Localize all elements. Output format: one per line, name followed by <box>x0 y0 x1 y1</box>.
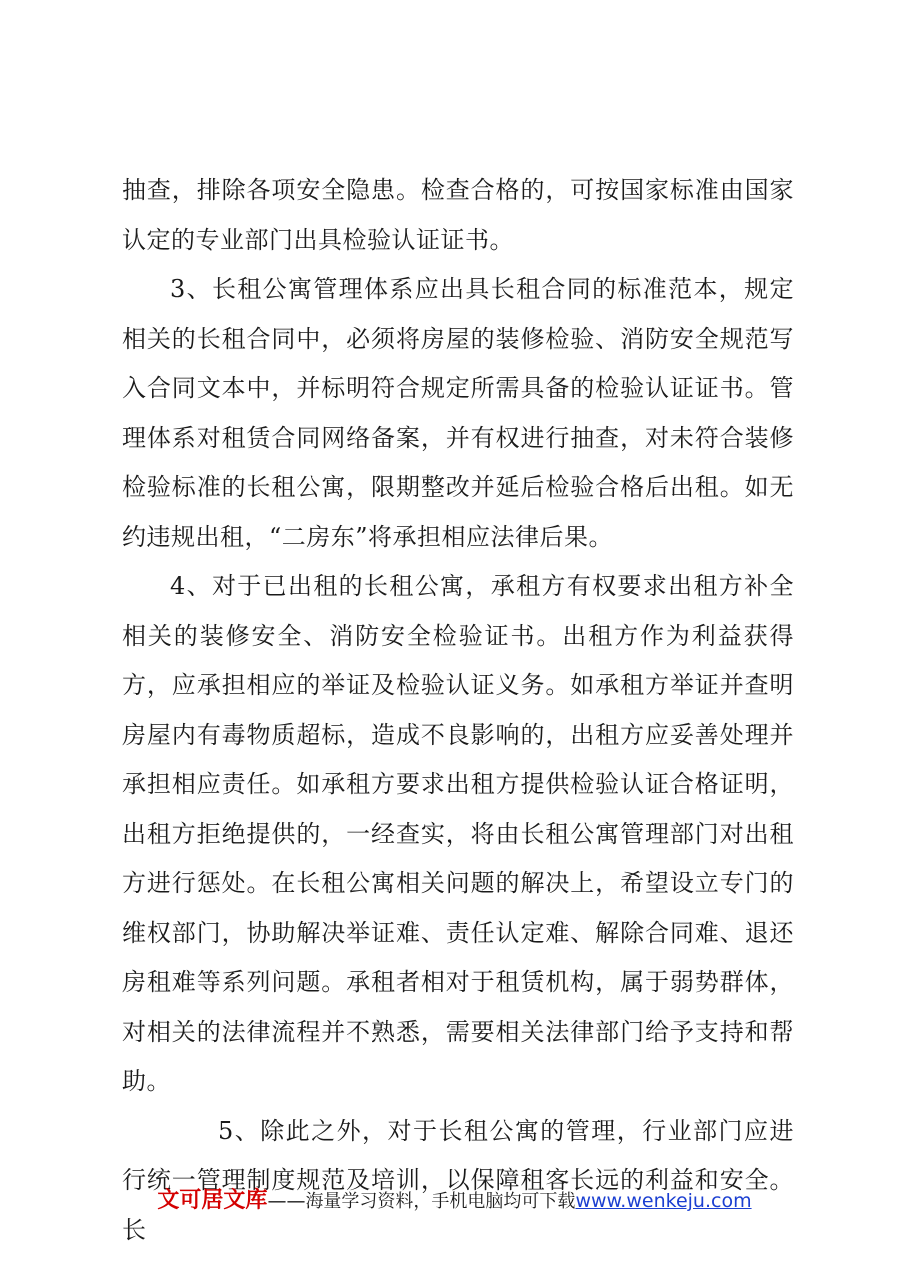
document-body <box>122 166 794 1255</box>
paragraph-continuation: 抽查，排除各项安全隐患。检查合格的，可按国家标准由国家认定的专业部门出具检验认证证书。 <box>122 176 794 254</box>
footer-slogan: 海量学习资料，手机电脑均可下载 <box>305 1191 576 1212</box>
paragraph-item-4: 4、对于已出租的长租公寓，承租方有权要求出租方补全相关的装修安全、消防安全检验证书。出租方作为利益获得方，应承担相应的举证及检验认证义务。如承租方举证并查明房屋内有毒物质超标，造成不良影响的，出租方应妥善处理并承担相应责任。如承租方要求出租方提供检验认证合格证明，出租方拒绝提供的，一经查实，将由长租公寓管理部门对出租方进行惩处。在长租公寓相关问题的解决上，希望设立专门的维权部门，协助解决举证难、责任认定难、解除合同难、退还房租难等系列问题。承租者相对于租赁机构，属于弱势群体，对相关的法律流程并不熟悉，需要相关法律部门给予支持和帮助。 <box>122 572 794 1095</box>
footer-separator: —— <box>267 1190 306 1212</box>
paragraph-item-3: 3、长租公寓管理体系应出具长租合同的标准范本，规定相关的长租合同中，必须将房屋的装修检验、消防安全规范写入合同文本中，并标明符合规定所需具备的检验认证证书。管理体系对租赁合同网络备案，并有权进行抽查，对未符合装修检验标准的长租公寓，限期整改并延后检验合格后出租。如无约违规出租，“二房东”将承担相应法律后果。 <box>122 275 794 551</box>
footer-banner <box>0 1183 909 1214</box>
paragraph-item-5: 5、除此之外，对于长租公寓的管理，行业部门应进行统一管理制度规范及培训，以保障租客长远的利益和安全。长 <box>122 1116 794 1244</box>
footer-brand: 文可居文库 <box>157 1188 268 1213</box>
footer-website-link[interactable]: www.wenkeju.com <box>575 1190 752 1212</box>
